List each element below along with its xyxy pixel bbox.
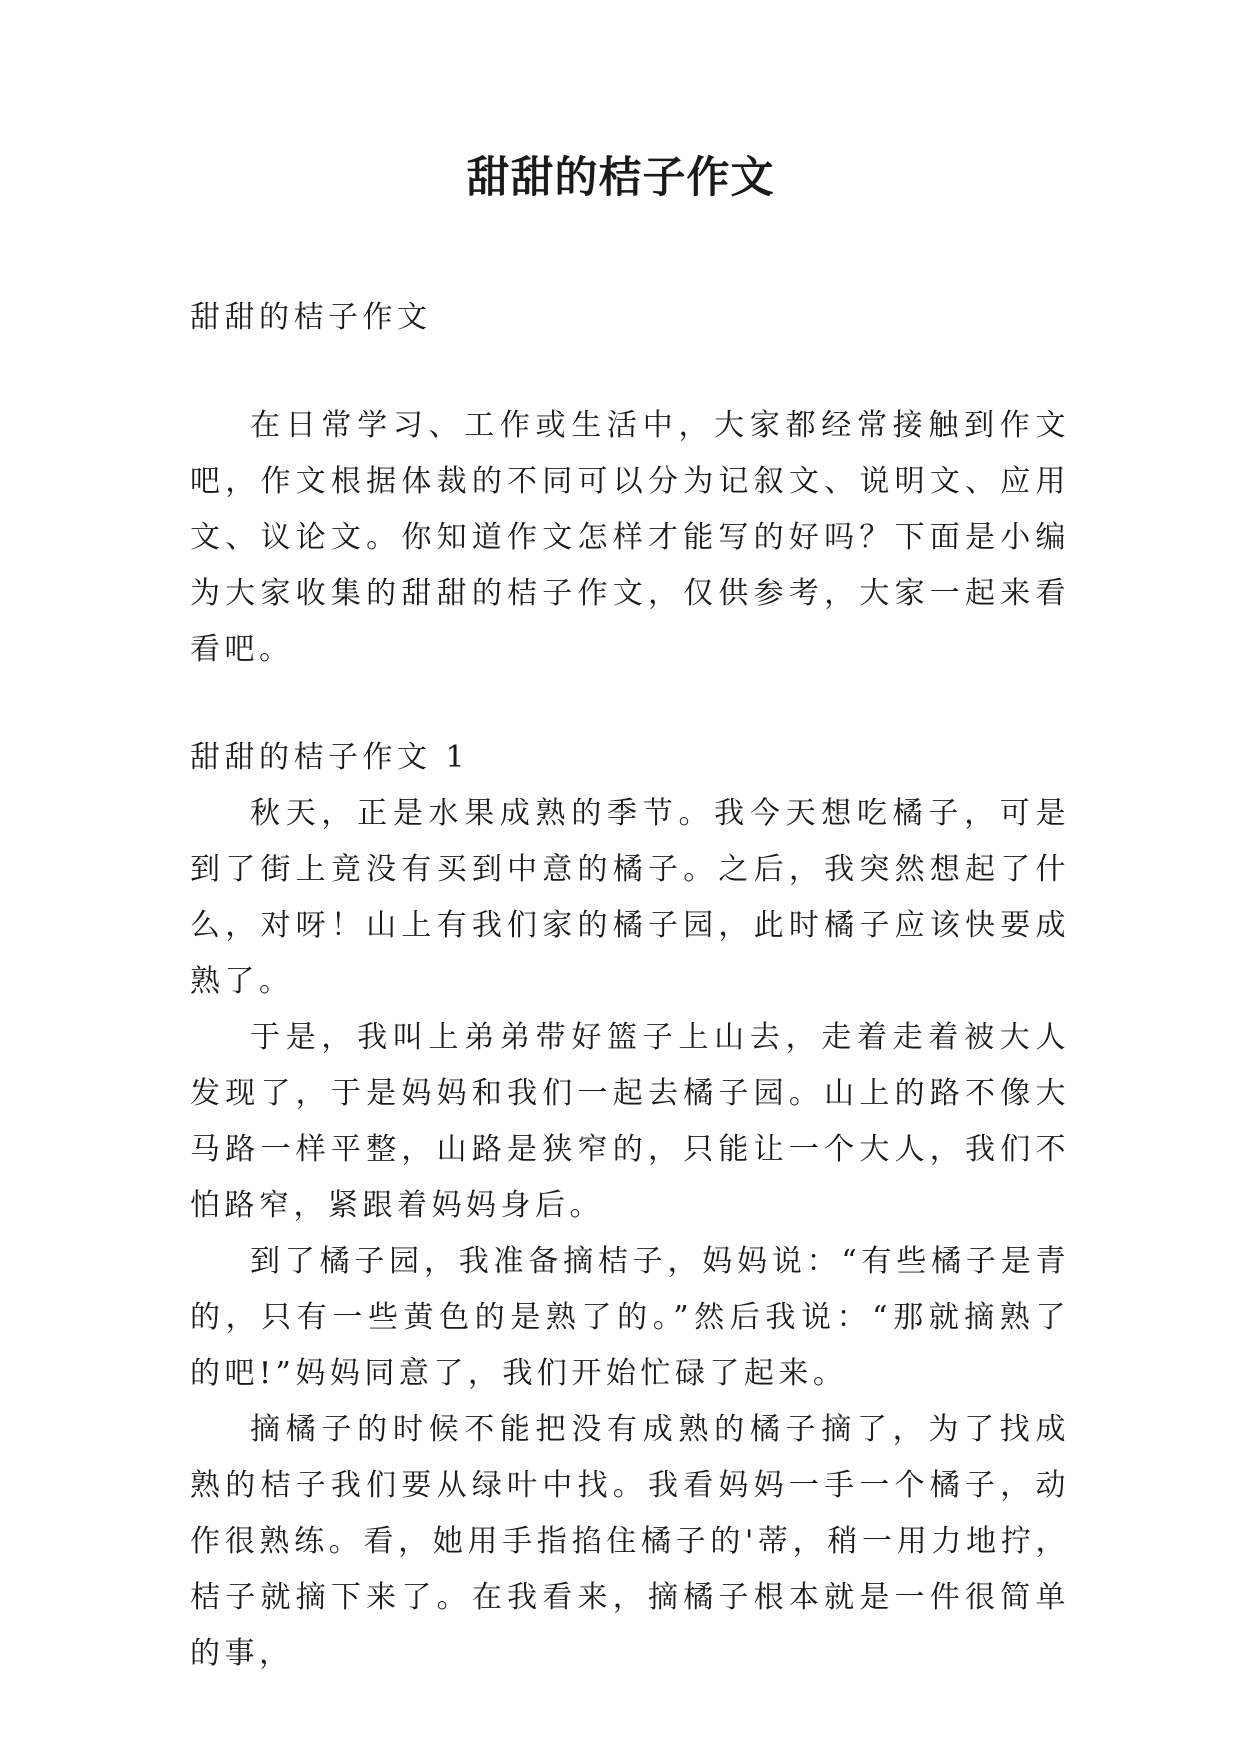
body-paragraph: 于是，我叫上弟弟带好篮子上山去，走着走着被大人发现了，于是妈妈和我们一起去橘子园。山上的路不像大马路一样平整，山路是狭窄的，只能让一个大人，我们不怕路窄，紧跟着妈妈身后。 <box>190 1020 1070 1223</box>
spacer <box>190 678 1070 730</box>
document-title: 甜甜的桔子作文 <box>466 153 775 203</box>
document-subtitle: 甜甜的桔子作文 <box>190 300 432 335</box>
document-body <box>190 290 1070 1682</box>
body-paragraph: 秋天，正是水果成熟的季节。我今天想吃橘子，可是到了街上竟没有买到中意的橘子。之后，我突然想起了什么，对呀！山上有我们家的橘子园，此时橘子应该快要成熟了。 <box>190 796 1070 999</box>
section-heading: 甜甜的桔子作文 1 <box>190 740 470 775</box>
intro-paragraph: 在日常学习、工作或生活中，大家都经常接触到作文吧，作文根据体裁的不同可以分为记叙文、说明文、应用文、议论文。你知道作文怎样才能写的好吗？下面是小编为大家收集的甜甜的桔子作文，仅供参考，大家一起来看看吧。 <box>190 408 1070 667</box>
spacer <box>190 346 1070 398</box>
body-paragraph: 摘橘子的时候不能把没有成熟的橘子摘了，为了找成熟的桔子我们要从绿叶中找。我看妈妈一手一个橘子，动作很熟练。看，她用手指掐住橘子的'蒂，稍一用力地拧，桔子就摘下来了。在我看来，摘橘子根本就是一件很简单的事， <box>190 1412 1070 1671</box>
body-paragraph: 到了橘子园，我准备摘桔子，妈妈说：“有些橘子是青的，只有一些黄色的是熟了的。”然后我说：“那就摘熟了的吧!”妈妈同意了，我们开始忙碌了起来。 <box>190 1244 1070 1391</box>
